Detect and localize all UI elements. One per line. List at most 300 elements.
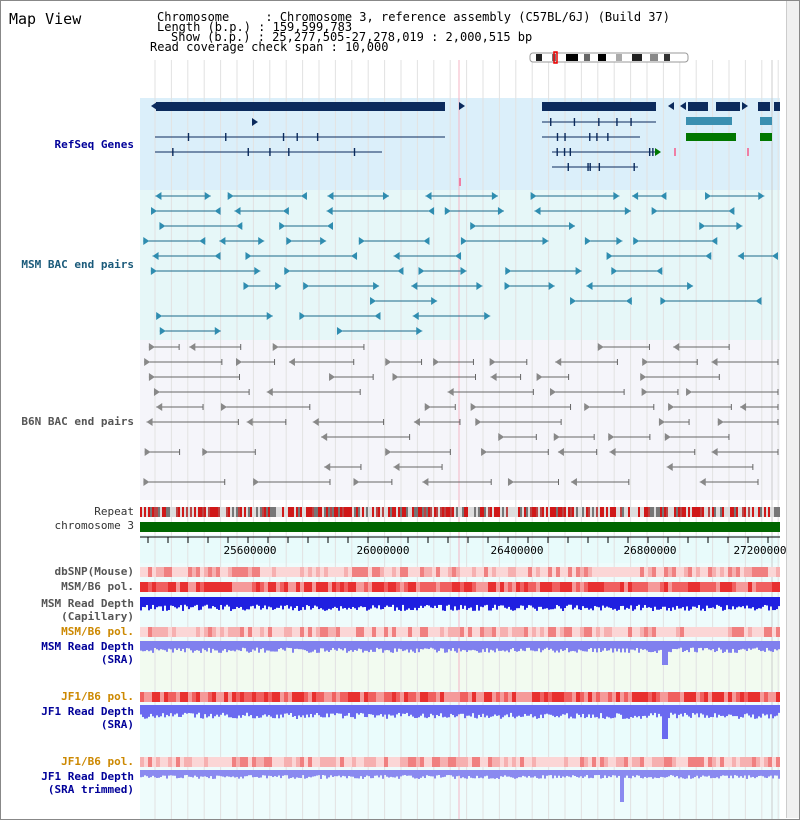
msm-b6-pol-sra-cell bbox=[588, 627, 592, 637]
repeat-cell bbox=[376, 507, 378, 517]
repeat-cell bbox=[676, 507, 678, 517]
dbsnp-cell bbox=[260, 567, 264, 577]
msm-b6-pol-cell bbox=[620, 582, 624, 592]
repeat-cell bbox=[322, 507, 324, 517]
repeat-cell bbox=[548, 507, 550, 517]
jf1-depth-trim-bar bbox=[678, 770, 680, 778]
jf1-depth-sra-bar bbox=[394, 705, 396, 718]
dbsnp-cell bbox=[472, 567, 476, 577]
jf1-depth-sra-bar bbox=[344, 705, 346, 716]
jf1-depth-sra-bar bbox=[728, 705, 730, 714]
msm-b6-pol-sra-cell bbox=[292, 627, 296, 637]
jf1-depth-sra-bar bbox=[342, 705, 344, 718]
jf1-depth-sra-bar bbox=[650, 705, 652, 713]
jf1-depth-sra-bar bbox=[732, 705, 734, 716]
repeat-cell bbox=[434, 507, 436, 517]
msm-b6-pol-sra-cell bbox=[492, 627, 496, 637]
track-label-msm-read-depth-sra[interactable]: MSM Read Depth bbox=[41, 640, 134, 653]
msm-b6-pol-sra-cell bbox=[568, 627, 572, 637]
msm-depth-sra-bar bbox=[476, 641, 478, 651]
repeat-cell bbox=[508, 507, 510, 517]
msm-depth-cap-bar bbox=[312, 597, 314, 608]
jf1-depth-trim-bar bbox=[328, 770, 330, 777]
jf1-b6-pol-trim-cell bbox=[300, 757, 304, 767]
repeat-cell bbox=[356, 507, 358, 517]
jf1-depth-sra-bar bbox=[520, 705, 522, 717]
repeat-cell bbox=[310, 507, 312, 517]
msm-b6-pol-cell bbox=[564, 582, 568, 592]
msm-depth-cap-bar bbox=[576, 597, 578, 605]
msm-depth-sra-bar bbox=[508, 641, 510, 652]
jf1-depth-trim-bar bbox=[140, 770, 142, 777]
jf1-b6-pol-cell bbox=[464, 692, 468, 702]
jf1-b6-pol-trim-cell bbox=[756, 757, 760, 767]
jf1-depth-sra-bar bbox=[300, 705, 302, 717]
repeat-cell bbox=[358, 507, 360, 517]
jf1-depth-sra-bar bbox=[436, 705, 438, 715]
dbsnp-cell bbox=[492, 567, 496, 577]
jf1-depth-sra-bar bbox=[296, 705, 298, 719]
jf1-depth-sra-bar bbox=[770, 705, 772, 714]
jf1-depth-sra-bar bbox=[750, 705, 752, 717]
track-label-jf1-read-depth-trim[interactable]: JF1 Read Depth bbox=[41, 770, 134, 783]
jf1-b6-pol-trim-cell bbox=[288, 757, 292, 767]
gene-mark bbox=[459, 178, 461, 186]
repeat-cell bbox=[410, 507, 412, 517]
dbsnp-cell bbox=[668, 567, 672, 577]
msm-depth-sra-bar bbox=[388, 641, 390, 650]
msm-depth-cap-bar bbox=[192, 597, 194, 607]
msm-depth-sra-bar bbox=[516, 641, 518, 652]
msm-depth-cap-bar bbox=[390, 597, 392, 607]
msm-depth-cap-bar bbox=[290, 597, 292, 606]
jf1-depth-sra-bar bbox=[446, 705, 448, 718]
msm-depth-cap-bar bbox=[604, 597, 606, 608]
msm-depth-sra-bar bbox=[416, 641, 418, 649]
repeat-cell bbox=[466, 507, 468, 517]
jf1-b6-pol-cell bbox=[604, 692, 608, 702]
jf1-depth-trim-bar bbox=[748, 770, 750, 775]
jf1-b6-pol-trim-cell bbox=[440, 757, 444, 767]
dbsnp-cell bbox=[480, 567, 484, 577]
msm-depth-cap-bar bbox=[714, 597, 716, 609]
msm-b6-pol-cell bbox=[580, 582, 584, 592]
jf1-depth-trim-bar bbox=[324, 770, 326, 776]
jf1-depth-sra-bar bbox=[700, 705, 702, 713]
msm-b6-pol-sra-cell bbox=[264, 627, 268, 637]
msm-depth-cap-bar bbox=[578, 597, 580, 609]
repeat-cell bbox=[424, 507, 426, 517]
jf1-b6-pol-cell bbox=[404, 692, 408, 702]
msm-depth-cap-bar bbox=[168, 597, 170, 610]
jf1-depth-trim-bar bbox=[746, 770, 748, 779]
jf1-depth-sra-bar bbox=[412, 705, 414, 717]
msm-depth-cap-bar bbox=[524, 597, 526, 610]
dbsnp-cell bbox=[584, 567, 588, 577]
jf1-b6-pol-cell bbox=[248, 692, 252, 702]
msm-b6-pol-cell bbox=[256, 582, 260, 592]
track-label-repeat[interactable]: Repeat bbox=[94, 505, 134, 518]
repeat-cell bbox=[752, 507, 754, 517]
repeat-cell bbox=[586, 507, 588, 517]
msm-b6-pol-sra-cell bbox=[428, 627, 432, 637]
msm-depth-sra-bar bbox=[452, 641, 454, 648]
jf1-b6-pol-cell bbox=[480, 692, 484, 702]
jf1-depth-sra-bar bbox=[528, 705, 530, 716]
msm-depth-cap-bar bbox=[182, 597, 184, 611]
repeat-cell bbox=[604, 507, 606, 517]
repeat-cell bbox=[370, 507, 372, 517]
msm-depth-sra-bar bbox=[778, 641, 780, 649]
jf1-depth-trim-bar bbox=[236, 770, 238, 777]
jf1-depth-sra-bar bbox=[742, 705, 744, 718]
repeat-cell bbox=[226, 507, 228, 517]
jf1-depth-sra-bar bbox=[306, 705, 308, 715]
dbsnp-cell bbox=[716, 567, 720, 577]
jf1-b6-pol-trim-cell bbox=[700, 757, 704, 767]
msm-depth-cap-bar bbox=[194, 597, 196, 606]
msm-depth-sra-bar bbox=[212, 641, 214, 649]
msm-b6-pol-sra-cell bbox=[152, 627, 156, 637]
repeat-cell bbox=[570, 507, 572, 517]
repeat-cell bbox=[448, 507, 450, 517]
msm-depth-cap-bar bbox=[580, 597, 582, 610]
repeat-cell bbox=[266, 507, 268, 517]
jf1-depth-sra-bar bbox=[648, 705, 650, 716]
dbsnp-cell bbox=[352, 567, 356, 577]
jf1-depth-sra-bar bbox=[200, 705, 202, 718]
msm-b6-pol-cell bbox=[300, 582, 304, 592]
jf1-depth-sra-bar bbox=[380, 705, 382, 714]
msm-depth-sra-bar bbox=[718, 641, 720, 648]
jf1-b6-pol-trim-cell bbox=[384, 757, 388, 767]
msm-b6-pol-cell bbox=[176, 582, 180, 592]
msm-b6-pol-cell bbox=[392, 582, 396, 592]
track-label-msm-read-depth-cap[interactable]: MSM Read Depth bbox=[41, 597, 134, 610]
msm-depth-cap-bar bbox=[364, 597, 366, 607]
jf1-depth-trim-bar bbox=[416, 770, 418, 778]
repeat-cell bbox=[524, 507, 526, 517]
jf1-b6-pol-trim-cell bbox=[732, 757, 736, 767]
msm-depth-sra-bar bbox=[310, 641, 312, 652]
repeat-cell bbox=[748, 507, 750, 517]
jf1-depth-trim-bar bbox=[670, 770, 672, 775]
dbsnp-cell bbox=[600, 567, 604, 577]
msm-depth-sra-bar bbox=[410, 641, 412, 650]
dbsnp-cell bbox=[660, 567, 664, 577]
msm-b6-pol-cell bbox=[512, 582, 516, 592]
jf1-b6-pol-trim-cell bbox=[668, 757, 672, 767]
jf1-b6-pol-trim-cell bbox=[508, 757, 512, 767]
jf1-depth-sra-bar bbox=[322, 705, 324, 717]
jf1-depth-sra-bar bbox=[560, 705, 562, 716]
msm-depth-sra-bar bbox=[166, 641, 168, 652]
msm-depth-cap-bar bbox=[540, 597, 542, 607]
dbsnp-cell bbox=[240, 567, 244, 577]
ideogram-band bbox=[632, 54, 642, 61]
msm-b6-pol-cell bbox=[708, 582, 712, 592]
msm-b6-pol-cell bbox=[204, 582, 208, 592]
jf1-b6-pol-cell bbox=[364, 692, 368, 702]
jf1-depth-sra-bar bbox=[724, 705, 726, 717]
msm-depth-cap-bar bbox=[720, 597, 722, 607]
jf1-depth-sra-bar bbox=[434, 705, 436, 718]
jf1-b6-pol-cell bbox=[772, 692, 776, 702]
gene-block-green bbox=[760, 133, 772, 141]
track-label-chromosome[interactable]: chromosome 3 bbox=[54, 519, 134, 532]
jf1-depth-sra-bar bbox=[144, 705, 146, 719]
msm-b6-pol-sra-cell bbox=[476, 627, 480, 637]
jf1-depth-trim-bar bbox=[666, 770, 668, 777]
jf1-b6-pol-trim-cell bbox=[664, 757, 668, 767]
refseq-track-bg bbox=[140, 98, 780, 190]
jf1-depth-sra-bar bbox=[196, 705, 198, 714]
msm-depth-cap-bar bbox=[644, 597, 646, 605]
repeat-cell bbox=[158, 507, 160, 517]
msm-depth-sra-bar bbox=[522, 641, 524, 651]
jf1-depth-sra-bar bbox=[578, 705, 580, 715]
msm-depth-cap-bar bbox=[454, 597, 456, 606]
jf1-depth-sra-bar bbox=[718, 705, 720, 715]
jf1-depth-trim-bar bbox=[546, 770, 548, 776]
msm-b6-pol-cell bbox=[236, 582, 240, 592]
jf1-b6-pol-trim-cell bbox=[176, 757, 180, 767]
jf1-b6-pol-cell bbox=[468, 692, 472, 702]
jf1-depth-sra-bar bbox=[168, 705, 170, 716]
msm-depth-cap-bar bbox=[702, 597, 704, 609]
msm-b6-pol-sra-cell bbox=[160, 627, 164, 637]
jf1-depth-trim-bar bbox=[602, 770, 604, 778]
jf1-depth-sra-bar bbox=[454, 705, 456, 717]
jf1-depth-sra-bar bbox=[298, 705, 300, 715]
jf1-b6-pol-cell bbox=[376, 692, 380, 702]
jf1-b6-pol-cell bbox=[752, 692, 756, 702]
jf1-b6-pol-trim-cell bbox=[556, 757, 560, 767]
msm-b6-pol-sra-cell bbox=[736, 627, 740, 637]
msm-b6-pol-sra-cell bbox=[624, 627, 628, 637]
msm-depth-cap-bar bbox=[360, 597, 362, 606]
track-label-msm-b6-pol[interactable]: MSM/B6 pol. bbox=[61, 580, 134, 593]
jf1-depth-sra-bar bbox=[678, 705, 680, 715]
msm-b6-pol-sra-cell bbox=[392, 627, 396, 637]
msm-depth-sra-bar bbox=[214, 641, 216, 650]
dbsnp-cell bbox=[200, 567, 204, 577]
dbsnp-cell bbox=[284, 567, 288, 577]
dbsnp-cell bbox=[680, 567, 684, 577]
track-label-jf1-b6-pol[interactable]: JF1/B6 pol. bbox=[61, 690, 134, 703]
jf1-depth-sra-bar bbox=[176, 705, 178, 713]
jf1-depth-trim-bar bbox=[590, 770, 592, 778]
msm-depth-sra-bar bbox=[296, 641, 298, 649]
jf1-depth-trim-bar bbox=[372, 770, 374, 778]
jf1-depth-trim-bar bbox=[684, 770, 686, 779]
repeat-cell bbox=[382, 507, 384, 517]
msm-depth-cap-bar bbox=[762, 597, 764, 607]
dbsnp-cell bbox=[728, 567, 732, 577]
jf1-b6-pol-cell bbox=[296, 692, 300, 702]
msm-depth-cap-bar bbox=[154, 597, 156, 609]
msm-depth-sra-bar bbox=[540, 641, 542, 652]
repeat-cell bbox=[354, 507, 356, 517]
jf1-b6-pol-cell bbox=[352, 692, 356, 702]
repeat-cell bbox=[216, 507, 218, 517]
msm-depth-cap-bar bbox=[770, 597, 772, 607]
jf1-depth-trim-bar bbox=[706, 770, 708, 777]
repeat-cell bbox=[298, 507, 300, 517]
msm-depth-sra-bar bbox=[572, 641, 574, 651]
msm-b6-pol-cell bbox=[716, 582, 720, 592]
jf1-b6-pol-cell bbox=[676, 692, 680, 702]
msm-depth-sra-bar bbox=[278, 641, 280, 649]
msm-depth-cap-bar bbox=[210, 597, 212, 608]
msm-depth-sra-bar bbox=[456, 641, 458, 653]
jf1-b6-pol-trim-cell bbox=[232, 757, 236, 767]
jf1-depth-sra-bar bbox=[772, 705, 774, 718]
msm-b6-pol-cell bbox=[540, 582, 544, 592]
jf1-b6-pol-trim-cell bbox=[472, 757, 476, 767]
msm-b6-pol-cell bbox=[288, 582, 292, 592]
msm-depth-cap-bar bbox=[426, 597, 428, 605]
msm-depth-sra-bar bbox=[690, 641, 692, 648]
dbsnp-cell bbox=[192, 567, 196, 577]
msm-b6-pol-sra-cell bbox=[260, 627, 264, 637]
jf1-depth-sra-bar bbox=[288, 705, 290, 715]
msm-depth-sra-bar bbox=[324, 641, 326, 651]
msm-depth-sra-bar bbox=[140, 641, 142, 651]
jf1-b6-pol-trim-cell bbox=[192, 757, 196, 767]
repeat-cell bbox=[556, 507, 558, 517]
jf1-b6-pol-trim-cell bbox=[268, 757, 272, 767]
jf1-depth-sra-bar bbox=[594, 705, 596, 717]
jf1-b6-pol-cell bbox=[724, 692, 728, 702]
jf1-depth-trim-bar bbox=[656, 770, 658, 778]
repeat-cell bbox=[778, 507, 780, 517]
jf1-depth-sra-bar bbox=[622, 705, 624, 719]
jf1-b6-pol-trim-cell bbox=[636, 757, 640, 767]
msm-depth-sra-bar bbox=[330, 641, 332, 650]
jf1-depth-trim-bar bbox=[710, 770, 712, 778]
jf1-b6-pol-trim-cell bbox=[208, 757, 212, 767]
msm-depth-sra-bar bbox=[436, 641, 438, 652]
repeat-cell bbox=[368, 507, 370, 517]
dbsnp-cell bbox=[648, 567, 652, 577]
jf1-depth-sra-bar bbox=[230, 705, 232, 717]
jf1-depth-trim-bar bbox=[544, 770, 546, 779]
dbsnp-cell bbox=[468, 567, 472, 577]
jf1-depth-trim-bar bbox=[206, 770, 208, 777]
repeat-cell bbox=[684, 507, 686, 517]
jf1-depth-sra-bar bbox=[186, 705, 188, 714]
repeat-cell bbox=[238, 507, 240, 517]
msm-depth-cap-bar bbox=[728, 597, 730, 609]
msm-depth-cap-bar bbox=[304, 597, 306, 610]
jf1-b6-pol-cell bbox=[196, 692, 200, 702]
jf1-b6-pol-trim-cell bbox=[260, 757, 264, 767]
jf1-b6-pol-cell bbox=[356, 692, 360, 702]
jf1-b6-pol-cell bbox=[272, 692, 276, 702]
jf1-depth-trim-bar bbox=[268, 770, 270, 776]
msm-depth-cap-bar bbox=[648, 597, 650, 607]
msm-depth-cap-bar bbox=[484, 597, 486, 605]
repeat-cell bbox=[488, 507, 490, 517]
msm-depth-sra-bar bbox=[626, 641, 628, 648]
msm-depth-sra-bar bbox=[656, 641, 658, 653]
msm-b6-pol-cell bbox=[244, 582, 248, 592]
repeat-cell bbox=[192, 507, 194, 517]
jf1-depth-trim-bar bbox=[200, 770, 202, 776]
jf1-depth-trim-bar bbox=[326, 770, 328, 779]
track-label-msm-b6-pol-sra[interactable]: MSM/B6 pol. bbox=[61, 625, 134, 638]
msm-b6-pol-cell bbox=[452, 582, 456, 592]
jf1-depth-sra-bar bbox=[308, 705, 310, 717]
repeat-cell bbox=[428, 507, 430, 517]
msm-depth-sra-bar bbox=[468, 641, 470, 650]
jf1-depth-sra-bar bbox=[494, 705, 496, 714]
jf1-depth-sra-bar bbox=[226, 705, 228, 715]
jf1-depth-trim-bar bbox=[280, 770, 282, 778]
gene-block bbox=[542, 102, 656, 111]
msm-depth-cap-bar bbox=[310, 597, 312, 610]
jf1-depth-sra-bar bbox=[558, 705, 560, 717]
vertical-scrollbar[interactable] bbox=[786, 0, 799, 818]
gene-block-teal bbox=[686, 117, 732, 125]
jf1-b6-pol-trim-cell bbox=[776, 757, 780, 767]
repeat-cell bbox=[334, 507, 336, 517]
track-label-refseq[interactable]: RefSeq Genes bbox=[54, 138, 134, 151]
dbsnp-cell bbox=[344, 567, 348, 577]
track-label-msm-bac[interactable]: MSM BAC end pairs bbox=[21, 258, 134, 271]
jf1-depth-trim-bar bbox=[194, 770, 196, 776]
jf1-depth-sra-bar bbox=[378, 705, 380, 715]
msm-depth-sra-bar bbox=[262, 641, 264, 648]
dbsnp-cell bbox=[416, 567, 420, 577]
jf1-depth-sra-bar bbox=[238, 705, 240, 716]
repeat-cell bbox=[438, 507, 440, 517]
jf1-depth-sra-bar bbox=[224, 705, 226, 716]
jf1-depth-sra-bar bbox=[566, 705, 568, 713]
jf1-b6-pol-cell bbox=[668, 692, 672, 702]
jf1-depth-sra-bar bbox=[460, 705, 462, 714]
msm-b6-pol-sra-cell bbox=[328, 627, 332, 637]
msm-depth-cap-bar bbox=[718, 597, 720, 606]
track-label-dbsnp[interactable]: dbSNP(Mouse) bbox=[54, 565, 134, 578]
msm-depth-cap-bar bbox=[230, 597, 232, 611]
jf1-depth-trim-bar bbox=[446, 770, 448, 775]
msm-depth-cap-bar bbox=[346, 597, 348, 610]
track-label-jf1-b6-pol-trim[interactable]: JF1/B6 pol. bbox=[61, 755, 134, 768]
msm-depth-cap-bar bbox=[262, 597, 264, 608]
repeat-cell bbox=[260, 507, 262, 517]
msm-b6-pol-cell bbox=[420, 582, 424, 592]
msm-b6-pol-cell bbox=[160, 582, 164, 592]
repeat-cell bbox=[624, 507, 626, 517]
msm-b6-pol-sra-cell bbox=[560, 627, 564, 637]
repeat-cell bbox=[436, 507, 438, 517]
track-label-b6n-bac[interactable]: B6N BAC end pairs bbox=[21, 415, 134, 428]
msm-b6-pol-sra-cell bbox=[768, 627, 772, 637]
jf1-depth-sra-bar bbox=[350, 705, 352, 717]
msm-b6-pol-cell bbox=[400, 582, 404, 592]
msm-b6-pol-cell bbox=[744, 582, 748, 592]
msm-depth-cap-bar bbox=[460, 597, 462, 605]
jf1-depth-trim-bar bbox=[492, 770, 494, 778]
jf1-depth-trim-bar bbox=[692, 770, 694, 778]
jf1-b6-pol-trim-cell bbox=[296, 757, 300, 767]
track-label-jf1-read-depth-sra[interactable]: JF1 Read Depth bbox=[41, 705, 134, 718]
msm-b6-pol-sra-cell bbox=[532, 627, 536, 637]
repeat-cell bbox=[626, 507, 628, 517]
jf1-depth-sra-bar bbox=[304, 705, 306, 718]
